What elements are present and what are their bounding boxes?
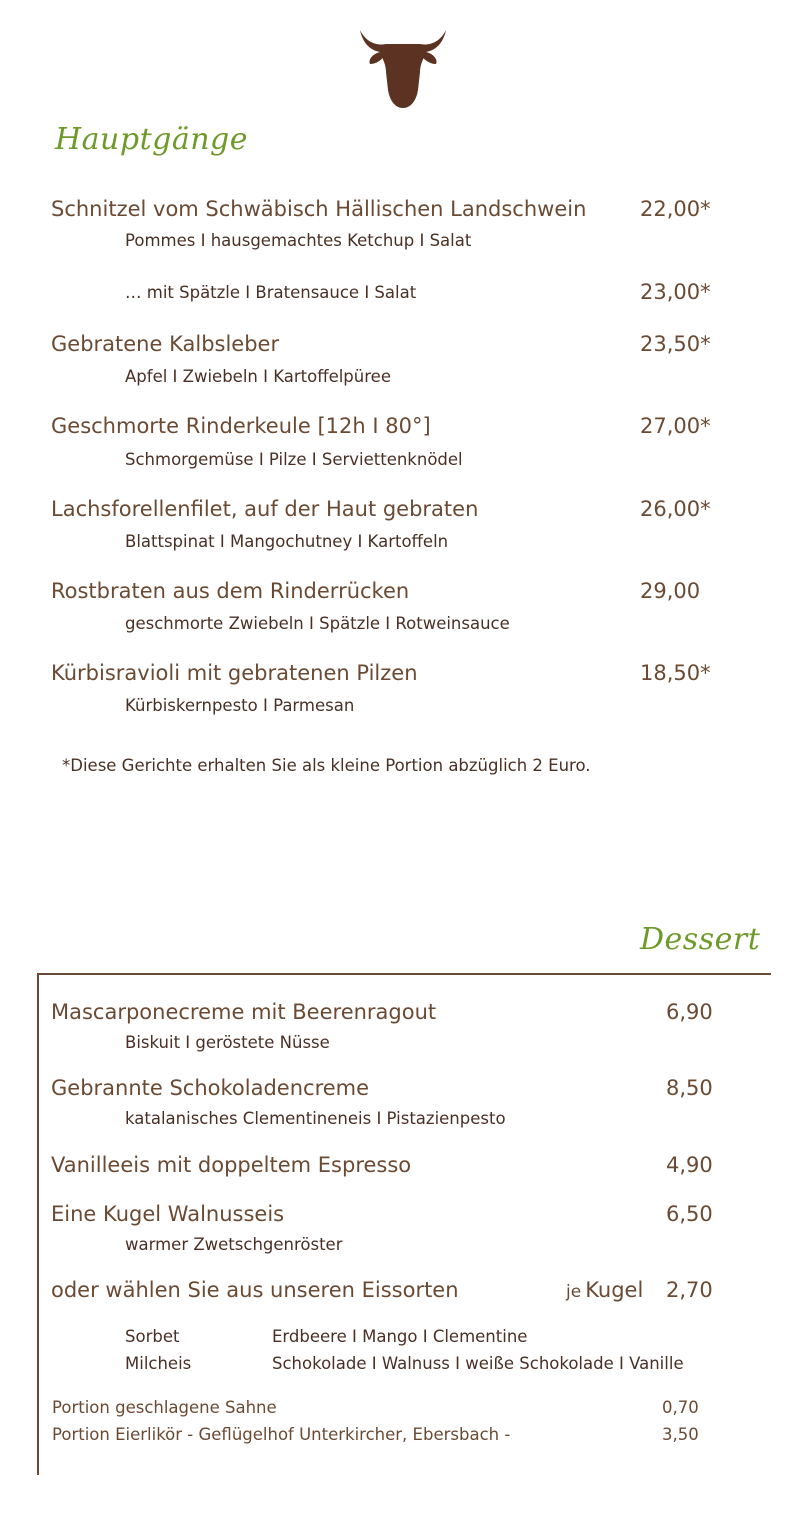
menu-item-description: Kürbiskernpesto I Parmesan [125, 696, 355, 715]
ice-cream-title: oder wählen Sie aus unseren Eissorten [51, 1278, 459, 1302]
menu-item-description: … mit Spätzle I Bratensauce I Salat [125, 283, 417, 302]
menu-item-price: 18,50* [640, 661, 711, 685]
menu-item-title: Kürbisravioli mit gebratenen Pilzen [51, 661, 418, 685]
main-courses-heading: Hauptgänge [55, 122, 248, 157]
menu-item-price: 23,50* [640, 332, 711, 356]
menu-item-price: 26,00* [640, 497, 711, 521]
extra-item-label: Portion Eierlikör - Geflügelhof Unterkircher, Ebersbach - [52, 1425, 511, 1444]
menu-item-price: 27,00* [640, 414, 711, 438]
menu-item-description: Pommes I hausgemachtes Ketchup I Salat [125, 231, 472, 250]
dessert-item-price: 8,50 [666, 1076, 713, 1100]
sorbet-flavors: Erdbeere I Mango I Clementine [272, 1327, 528, 1346]
menu-item-description: Apfel I Zwiebeln I Kartoffelpüree [125, 367, 391, 386]
menu-item-price: 23,00* [640, 280, 711, 304]
dessert-item-price: 6,90 [666, 1000, 713, 1024]
sorbet-label: Sorbet [125, 1327, 180, 1346]
per-scoop-label [566, 1278, 643, 1302]
menu-item-description: Schmorgemüse I Pilze I Serviettenknödel [125, 450, 463, 469]
extra-item-label: Portion geschlagene Sahne [52, 1398, 277, 1417]
menu-item-description: geschmorte Zwiebeln I Spätzle I Rotweinsauce [125, 614, 510, 633]
per-prefix: je [566, 1282, 582, 1302]
extra-item-price: 0,70 [662, 1398, 699, 1417]
menu-item-title: Geschmorte Rinderkeule [12h I 80°] [51, 414, 431, 438]
menu-item-title: Rostbraten aus dem Rinderrücken [51, 579, 410, 603]
extra-item-price: 3,50 [662, 1425, 699, 1444]
menu-item-price: 29,00 [640, 579, 701, 603]
menu-item-description: Blattspinat I Mangochutney I Kartoffeln [125, 532, 449, 551]
dessert-item-title: Mascarponecreme mit Beerenragout [51, 1000, 437, 1024]
dessert-item-description: Biskuit I geröstete Nüsse [125, 1033, 330, 1052]
milcheis-label: Milcheis [125, 1354, 192, 1373]
menu-item-title: Gebratene Kalbsleber [51, 332, 280, 356]
dessert-item-description: katalanisches Clementineneis I Pistazienpesto [125, 1109, 506, 1128]
cow-head-icon [356, 24, 450, 110]
menu-item-price: 22,00* [640, 197, 711, 221]
dessert-heading: Dessert [640, 922, 761, 957]
menu-item-title: Schnitzel vom Schwäbisch Hällischen Landschwein [51, 197, 587, 221]
small-portion-note: *Diese Gerichte erhalten Sie als kleine Portion abzüglich 2 Euro. [62, 756, 591, 775]
dessert-item-price: 4,90 [666, 1153, 713, 1177]
dessert-item-title: Vanilleeis mit doppeltem Espresso [51, 1153, 412, 1177]
dessert-item-description: warmer Zwetschgenröster [125, 1235, 343, 1254]
menu-item-title: Lachsforellenfilet, auf der Haut gebraten [51, 497, 479, 521]
dessert-item-title: Eine Kugel Walnusseis [51, 1202, 285, 1226]
per-unit: Kugel [585, 1278, 644, 1302]
ice-cream-price: 2,70 [666, 1278, 713, 1302]
dessert-item-title: Gebrannte Schokoladencreme [51, 1076, 370, 1100]
milcheis-flavors: Schokolade I Walnuss I weiße Schokolade I Vanille [272, 1354, 684, 1373]
dessert-item-price: 6,50 [666, 1202, 713, 1226]
